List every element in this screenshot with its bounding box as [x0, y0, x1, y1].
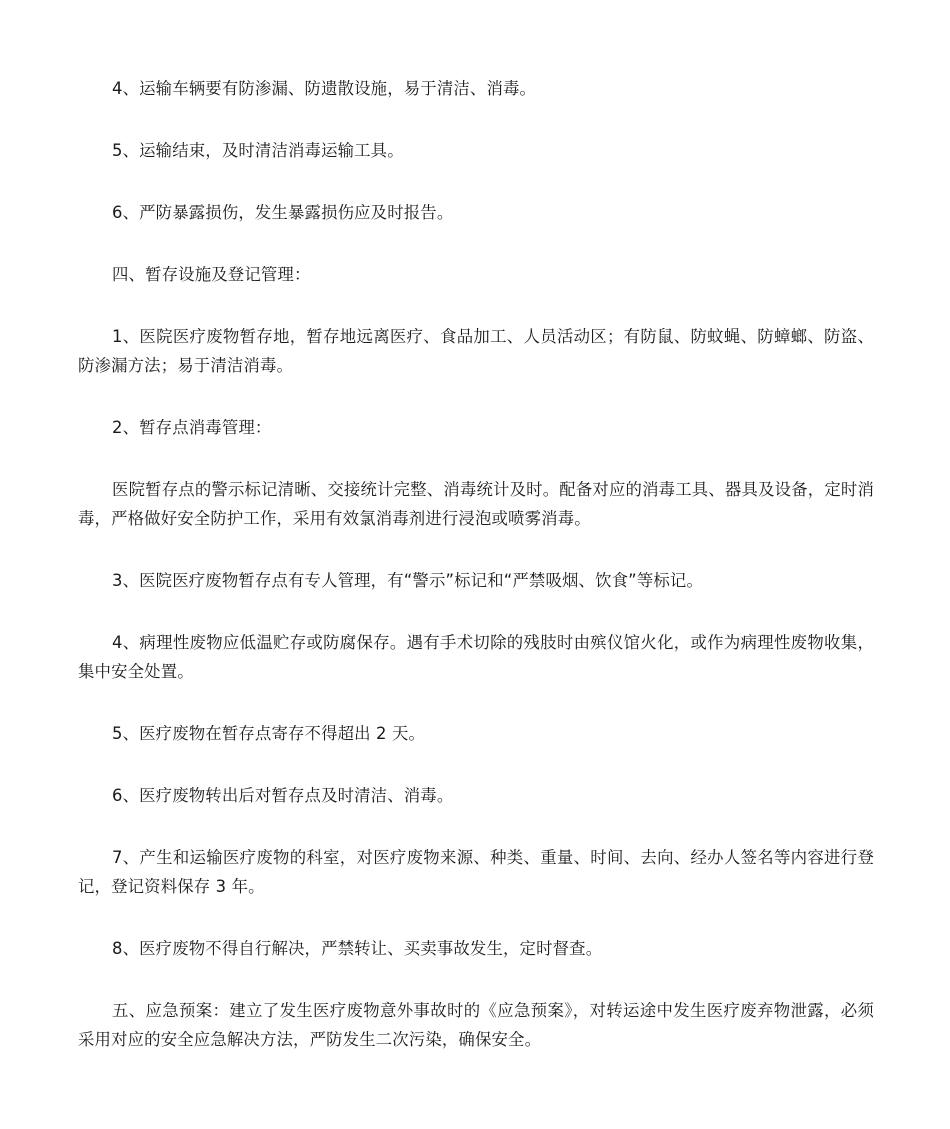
document-body [78, 74, 874, 1087]
paragraph-no-self-disposal: 8、医疗废物不得自行解决，严禁转让、买卖事故发生，定时督查。 [112, 939, 603, 958]
paragraph-post-transfer-cleaning: 6、医疗废物转出后对暂存点及时清洁、消毒。 [112, 786, 454, 805]
paragraph-disinfection-detail: 医院暂存点的警示标记清晰、交接统计完整、消毒统计及时。配备对应的消毒工具、器具及设备，定时消毒，严格做好安全防护工作，采用有效氯消毒剂进行浸泡或喷雾消毒。 [78, 480, 874, 528]
paragraph-transport-end: 5、运输结束，及时清洁消毒运输工具。 [112, 141, 404, 160]
paragraph-transport-vehicle: 4、运输车辆要有防渗漏、防遗散设施，易于清洁、消毒。 [112, 79, 537, 98]
paragraph-pathological-waste: 4、病理性废物应低温贮存或防腐保存。遇有手术切除的残肢时由殡仪馆火化，或作为病理性废物收集，集中安全处置。 [78, 633, 874, 681]
paragraph-storage-site: 1、医院医疗废物暂存地，暂存地远离医疗、食品加工、人员活动区；有防鼠、防蚊蝇、防蟑螂、防盗、防渗漏方法；易于清洁消毒。 [78, 327, 874, 375]
paragraph-exposure-injury: 6、严防暴露损伤，发生暴露损伤应及时报告。 [112, 203, 454, 222]
paragraph-disinfection-heading: 2、暂存点消毒管理： [112, 418, 272, 437]
paragraph-warning-signs: 3、医院医疗废物暂存点有专人管理，有“警示”标记和“严禁吸烟、饮食”等标记。 [112, 571, 703, 590]
paragraph-storage-duration: 5、医疗废物在暂存点寄存不得超出 2 天。 [112, 724, 426, 743]
paragraph-registration: 7、产生和运输医疗废物的科室，对医疗废物来源、种类、重量、时间、去向、经办人签名等内容进行登记，登记资料保存 3 年。 [78, 848, 874, 896]
section-heading-emergency-plan: 五、应急预案：建立了发生医疗废物意外事故时的《应急预案》，对转运途中发生医疗废弃物泄露，必须采用对应的安全应急解决方法，严防发生二次污染，确保安全。 [78, 1001, 874, 1049]
section-heading-storage: 四、暂存设施及登记管理： [112, 265, 311, 284]
